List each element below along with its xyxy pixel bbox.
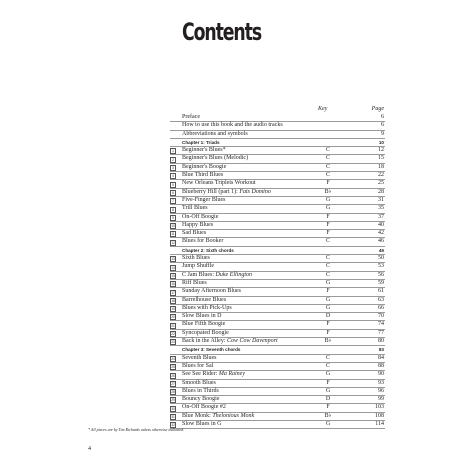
entry-key: C xyxy=(325,172,330,179)
entry-title xyxy=(182,122,283,129)
audio-track-icon: 9 xyxy=(170,215,176,221)
entry-title xyxy=(182,172,223,179)
entry-title-text: C Jam Blues: xyxy=(182,271,216,278)
audio-track-icon: 26 xyxy=(171,373,175,378)
audio-track-icon: 8 xyxy=(170,207,176,213)
entry-title-text: Riff Blues xyxy=(182,279,207,286)
entry-page: 42 xyxy=(378,230,384,237)
entry-page: 6 xyxy=(381,114,384,120)
entry-title-text: Barrelhouse Blues xyxy=(182,296,227,303)
toc-entry-row xyxy=(170,189,385,197)
entry-page: 63 xyxy=(378,296,384,303)
entry-page: 90 xyxy=(378,371,384,378)
footnote: * All pieces are by Tim Richards unless otherwise indicated. xyxy=(88,427,185,432)
toc-entry-row xyxy=(170,114,385,122)
entry-page: 35 xyxy=(378,205,384,212)
audio-track-icon: 29 xyxy=(171,398,175,403)
entry-title-text: Chapter 3: Seventh chords xyxy=(182,347,241,353)
page-number: 4 xyxy=(88,446,91,452)
entry-composer: Fats Domino xyxy=(239,188,271,195)
entry-page: 46 xyxy=(378,238,384,245)
toc-entry-row xyxy=(170,355,385,363)
entry-title-text: Seventh Blues xyxy=(182,354,217,361)
entry-page: 49 xyxy=(378,247,384,253)
entry-title xyxy=(182,313,222,320)
toc-entry-row xyxy=(170,380,385,388)
entry-title-text: Blue Third Blues xyxy=(182,172,224,179)
entry-page: 99 xyxy=(378,396,384,403)
entry-key: B♭ xyxy=(324,338,332,345)
entry-title-text: Blues in Thirds xyxy=(182,387,219,394)
entry-key: C xyxy=(325,155,330,162)
entry-title xyxy=(182,413,254,420)
entry-title xyxy=(182,155,248,162)
entry-title-text: Slow Blues in D xyxy=(182,313,222,320)
audio-track-icon: 30 xyxy=(171,406,175,411)
entry-page: 93 xyxy=(378,379,384,386)
entry-title xyxy=(182,346,240,353)
entry-page: 88 xyxy=(378,362,384,369)
entry-title-text: Preface xyxy=(182,114,200,120)
entry-title-text: See See Rider: xyxy=(182,371,219,378)
entry-title-text: Back in the Alley: xyxy=(182,338,227,345)
entry-key: G xyxy=(325,205,331,212)
entry-title-text: On-Off Boogie xyxy=(182,213,219,220)
audio-track-icon: 19 xyxy=(171,307,175,312)
toc-entry-row xyxy=(170,288,385,296)
audio-track-icon: 5 xyxy=(170,182,176,188)
toc-entry-row xyxy=(170,122,385,130)
entry-key: G xyxy=(325,279,331,286)
toc-entry-row xyxy=(170,164,385,172)
entry-title-text: New Orleans Triplets Workout xyxy=(182,180,256,187)
entry-key: C xyxy=(325,354,330,361)
page-column-header: Page xyxy=(371,106,384,112)
chapter-heading-row xyxy=(170,139,385,147)
audio-track-icon: 12 xyxy=(171,240,175,245)
entry-page: 53 xyxy=(378,263,384,270)
entry-key: B♭ xyxy=(324,188,332,195)
entry-page: 15 xyxy=(378,155,384,162)
entry-title xyxy=(182,288,241,295)
entry-page: 12 xyxy=(378,147,384,154)
entry-key: F xyxy=(326,321,330,328)
entry-key: C xyxy=(325,238,330,245)
entry-title-text: Beginner's Blues (Melodic) xyxy=(182,155,249,162)
entry-title-text: Sad Blues xyxy=(182,230,207,237)
entry-composer: Duke Ellington xyxy=(215,271,253,278)
audio-track-icon: 2 xyxy=(170,157,176,163)
entry-title xyxy=(182,164,226,171)
toc-entry-row xyxy=(170,155,385,163)
entry-title xyxy=(182,238,223,245)
entry-title xyxy=(182,147,226,154)
entry-page: 25 xyxy=(378,180,384,187)
entry-title-text: On-Off Boogie #2 xyxy=(182,404,226,411)
entry-title xyxy=(182,388,219,395)
toc-entry-row xyxy=(170,272,385,280)
entry-title-text: Trill Blues xyxy=(182,205,208,212)
toc-entry-row xyxy=(170,131,385,139)
toc-entry-row xyxy=(170,197,385,205)
entry-composer: Cow Cow Davenport xyxy=(227,338,278,345)
entry-title-text: Chapter 1: Triads xyxy=(182,139,220,145)
entry-title-text: Blueberry Hill (part 1): xyxy=(182,188,240,195)
entry-key: G xyxy=(325,296,331,303)
chapter-heading-row xyxy=(170,247,385,255)
toc-entry-row xyxy=(170,330,385,338)
entry-composer: Thelonious Monk xyxy=(212,412,255,419)
entry-key: F xyxy=(326,404,330,411)
entry-page: 114 xyxy=(375,420,384,427)
entry-key: F xyxy=(326,329,330,336)
audio-track-icon: 31 xyxy=(171,414,175,419)
toc-entry-row xyxy=(170,413,385,421)
entry-title-text: Sixth Blues xyxy=(182,255,210,262)
entry-title-text: Sunday Afternoon Blues xyxy=(182,288,241,295)
entry-title-text: Syncopated Boogie xyxy=(182,329,229,336)
toc-entry-row xyxy=(170,297,385,305)
entry-title xyxy=(182,363,213,370)
entry-title xyxy=(182,396,220,403)
entry-page: 22 xyxy=(378,172,384,179)
entry-page: 18 xyxy=(378,163,384,170)
entry-page: 108 xyxy=(375,412,384,419)
entry-title-text: Smooth Blues xyxy=(182,379,216,386)
entry-title xyxy=(182,321,225,328)
audio-track-icon: 13 xyxy=(171,257,175,262)
toc-entry-row xyxy=(170,371,385,379)
audio-track-icon: 1 xyxy=(170,148,176,154)
entry-title xyxy=(182,189,271,196)
table-of-contents xyxy=(170,105,385,429)
audio-track-icon: 6 xyxy=(170,190,176,196)
entry-title xyxy=(182,380,216,387)
entry-key: F xyxy=(326,180,330,187)
entry-key: G xyxy=(325,196,331,203)
audio-track-icon: 22 xyxy=(171,332,175,337)
entry-key: F xyxy=(326,213,330,220)
entry-title-text: Blues for Booker xyxy=(182,238,224,245)
entry-title xyxy=(182,272,252,279)
entry-page: 103 xyxy=(375,404,384,411)
entry-title xyxy=(182,180,256,187)
entry-page: 80 xyxy=(378,338,384,345)
audio-track-icon: 11 xyxy=(171,232,175,237)
entry-key: D xyxy=(325,313,331,320)
page-title: Contents xyxy=(182,18,262,46)
entry-title xyxy=(182,214,218,221)
audio-track-icon: 24 xyxy=(171,356,175,361)
entry-title xyxy=(182,355,217,362)
entry-title-text: Blue Monk: xyxy=(182,412,213,419)
entry-page: 70 xyxy=(378,313,384,320)
entry-page: 28 xyxy=(378,188,384,195)
entry-key: C xyxy=(325,263,330,270)
entry-title xyxy=(182,404,226,411)
chapter-heading-row xyxy=(170,346,385,354)
toc-entry-row xyxy=(170,205,385,213)
toc-entry-row xyxy=(170,338,385,346)
entry-title xyxy=(182,222,213,229)
entry-page: 50 xyxy=(378,255,384,262)
entry-key: G xyxy=(325,420,331,427)
entry-title-text: Blues with Pick-Ups xyxy=(182,304,232,311)
entry-key: G xyxy=(325,304,331,311)
entry-key: C xyxy=(325,147,330,154)
entry-title xyxy=(182,131,248,138)
toc-entry-row xyxy=(170,388,385,396)
audio-track-icon: 27 xyxy=(171,381,175,386)
audio-track-icon: 18 xyxy=(171,298,175,303)
toc-entry-row xyxy=(170,280,385,288)
audio-track-icon: 20 xyxy=(171,315,175,320)
entry-title xyxy=(182,330,229,337)
entry-key: B♭ xyxy=(324,412,332,419)
audio-track-icon: 14 xyxy=(171,265,175,270)
entry-title-text: Beginner's Boogie xyxy=(182,163,227,170)
toc-rows xyxy=(170,114,385,429)
entry-title xyxy=(182,371,245,378)
entry-title xyxy=(182,114,200,121)
entry-page: 10 xyxy=(378,139,384,145)
audio-track-icon: 25 xyxy=(171,365,175,370)
key-column-header: Key xyxy=(318,106,328,112)
entry-page: 96 xyxy=(378,387,384,394)
entry-title xyxy=(182,297,226,304)
audio-track-icon: 7 xyxy=(170,198,176,204)
entry-page: 77 xyxy=(378,329,384,336)
entry-page: 74 xyxy=(378,321,384,328)
entry-page: 31 xyxy=(378,196,384,203)
entry-page: 56 xyxy=(378,271,384,278)
toc-entry-row xyxy=(170,214,385,222)
entry-title-text: How to use this book and the audio tracks xyxy=(182,122,283,129)
entry-key: F xyxy=(326,230,330,237)
audio-track-icon: 28 xyxy=(171,390,175,395)
entry-page: 9 xyxy=(381,130,384,137)
audio-track-icon: 4 xyxy=(170,173,176,179)
entry-title xyxy=(182,255,210,262)
toc-entry-row xyxy=(170,172,385,180)
entry-key: C xyxy=(325,271,330,278)
toc-entry-row xyxy=(170,363,385,371)
entry-title-text: Slow Blues in G xyxy=(182,420,222,427)
entry-key: G xyxy=(325,387,331,394)
toc-entry-row xyxy=(170,180,385,188)
toc-entry-row xyxy=(170,404,385,412)
entry-title-text: Jump Shuffle xyxy=(182,263,215,270)
entry-key: F xyxy=(326,288,330,295)
audio-track-icon: 21 xyxy=(171,323,175,328)
entry-key: C xyxy=(325,362,330,369)
audio-track-icon: 3 xyxy=(170,165,176,171)
entry-title xyxy=(182,305,232,312)
audio-track-icon: 16 xyxy=(171,282,175,287)
entry-key: C xyxy=(325,163,330,170)
entry-page: 66 xyxy=(378,304,384,311)
entry-page: 37 xyxy=(378,213,384,220)
audio-track-icon: 10 xyxy=(171,224,175,229)
entry-title xyxy=(182,280,207,287)
toc-entry-row xyxy=(170,222,385,230)
entry-title-text: Blues for Sal xyxy=(182,362,214,369)
audio-track-icon: 23 xyxy=(171,340,175,345)
entry-title-text: Abbreviations and symbols xyxy=(182,130,248,137)
entry-page: 40 xyxy=(378,221,384,228)
entry-title xyxy=(182,205,208,212)
audio-track-icon: 32 xyxy=(171,423,175,428)
entry-page: 84 xyxy=(378,354,384,361)
audio-track-icon: 17 xyxy=(171,290,175,295)
entry-title-text: Blue Fifth Boogie xyxy=(182,321,226,328)
entry-title xyxy=(182,197,226,204)
audio-track-icon: 15 xyxy=(171,273,175,278)
entry-composer: Ma Rainey xyxy=(218,371,245,378)
toc-entry-row xyxy=(170,263,385,271)
entry-key: C xyxy=(325,255,330,262)
entry-title xyxy=(182,338,278,345)
toc-header xyxy=(170,105,385,114)
entry-title xyxy=(182,247,234,254)
entry-key: F xyxy=(326,379,330,386)
entry-key: G xyxy=(325,371,331,378)
entry-page: 6 xyxy=(381,122,384,129)
entry-key: D xyxy=(325,396,331,403)
entry-title-text: Happy Blues xyxy=(182,221,214,228)
entry-page: 59 xyxy=(378,279,384,286)
toc-entry-row xyxy=(170,305,385,313)
entry-title-text: Chapter 2: Sixth chords xyxy=(182,247,234,253)
entry-title-text: Five-Finger Blues xyxy=(182,196,226,203)
entry-title xyxy=(182,139,220,146)
toc-entry-row xyxy=(170,321,385,329)
entry-page: 61 xyxy=(378,288,384,295)
entry-title xyxy=(182,230,206,237)
entry-key: F xyxy=(326,221,330,228)
entry-title-text: Beginner's Blues* xyxy=(182,147,226,154)
entry-title-text: Bouncy Boogie xyxy=(182,396,220,403)
entry-page: 83 xyxy=(378,347,384,353)
toc-entry-row xyxy=(170,238,385,246)
entry-title xyxy=(182,263,214,270)
